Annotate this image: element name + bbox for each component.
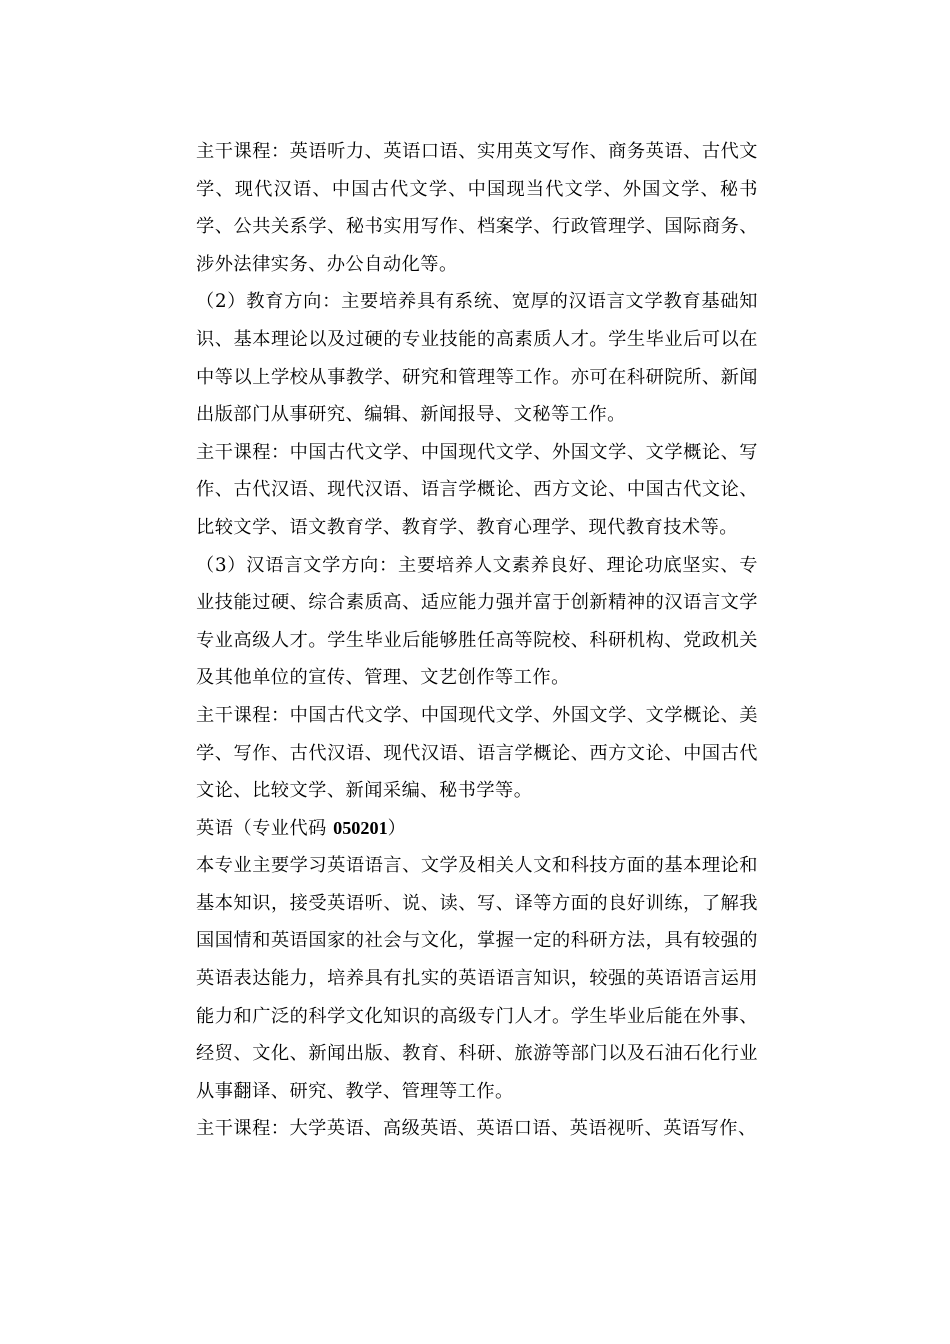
english-major-description: 本专业主要学习英语语言、文学及相关人文和科技方面的基本理论和基本知识，接受英语听、说、读、写、译等方面的良好训练，了解我国国情和英语国家的社会与文化，掌握一定的科研方法，具有较强的英语表达能力，培养具有扎实的英语语言知识，较强的英语语言运用能力和广泛的科学文化知识的高级专门人才。学生毕业后能在外事、经贸、文化、新闻出版、教育、科研、旅游等部门以及石油石化行业从事翻译、研究、教学、管理等工作。 xyxy=(196,855,758,1102)
course-list-paragraph-2: 主干课程：中国古代文学、中国现代文学、外国文学、文学概论、写作、古代汉语、现代汉语、语言学概论、西方文论、中国古代文论、比较文学、语文教育学、教育学、教育心理学、现代教育技术等。 xyxy=(196,441,758,538)
english-course-list: 主干课程：大学英语、高级英语、英语口语、英语视听、英语写作、 xyxy=(196,1118,757,1140)
education-direction-paragraph: （2）教育方向：主要培养具有系统、宽厚的汉语言文学教育基础知识、基本理论以及过硬的专业技能的高素质人才。学生毕业后可以在中等以上学校从事教学、研究和管理等工作。亦可在科研院所、新闻出版部门从事研究、编辑、新闻报导、文秘等工作。 xyxy=(196,291,758,426)
heading-suffix: ） xyxy=(387,817,407,839)
document-page xyxy=(196,133,758,1148)
chinese-literature-direction-paragraph: （3）汉语言文学方向：主要培养人文素养良好、理论功底坚实、专业技能过硬、综合素质高、适应能力强并富于创新精神的汉语言文学专业高级人才。学生毕业后能够胜任高等院校、科研机构、党政机关及其他单位的宣传、管理、文艺创作等工作。 xyxy=(196,554,758,689)
course-list-paragraph-3: 主干课程：中国古代文学、中国现代文学、外国文学、文学概论、美学、写作、古代汉语、现代汉语、语言学概论、西方文论、中国古代文论、比较文学、新闻采编、秘书学等。 xyxy=(196,704,758,802)
english-major-heading xyxy=(196,810,758,848)
course-list-paragraph-1: 主干课程：英语听力、英语口语、实用英文写作、商务英语、古代文学、现代汉语、中国古代文学、中国现当代文学、外国文学、秘书学、公共关系学、秘书实用写作、档案学、行政管理学、国际商务、涉外法律实务、办公自动化等。 xyxy=(196,141,758,275)
heading-prefix: 英语（专业代码 xyxy=(196,817,334,839)
major-code: 050201 xyxy=(333,817,388,838)
